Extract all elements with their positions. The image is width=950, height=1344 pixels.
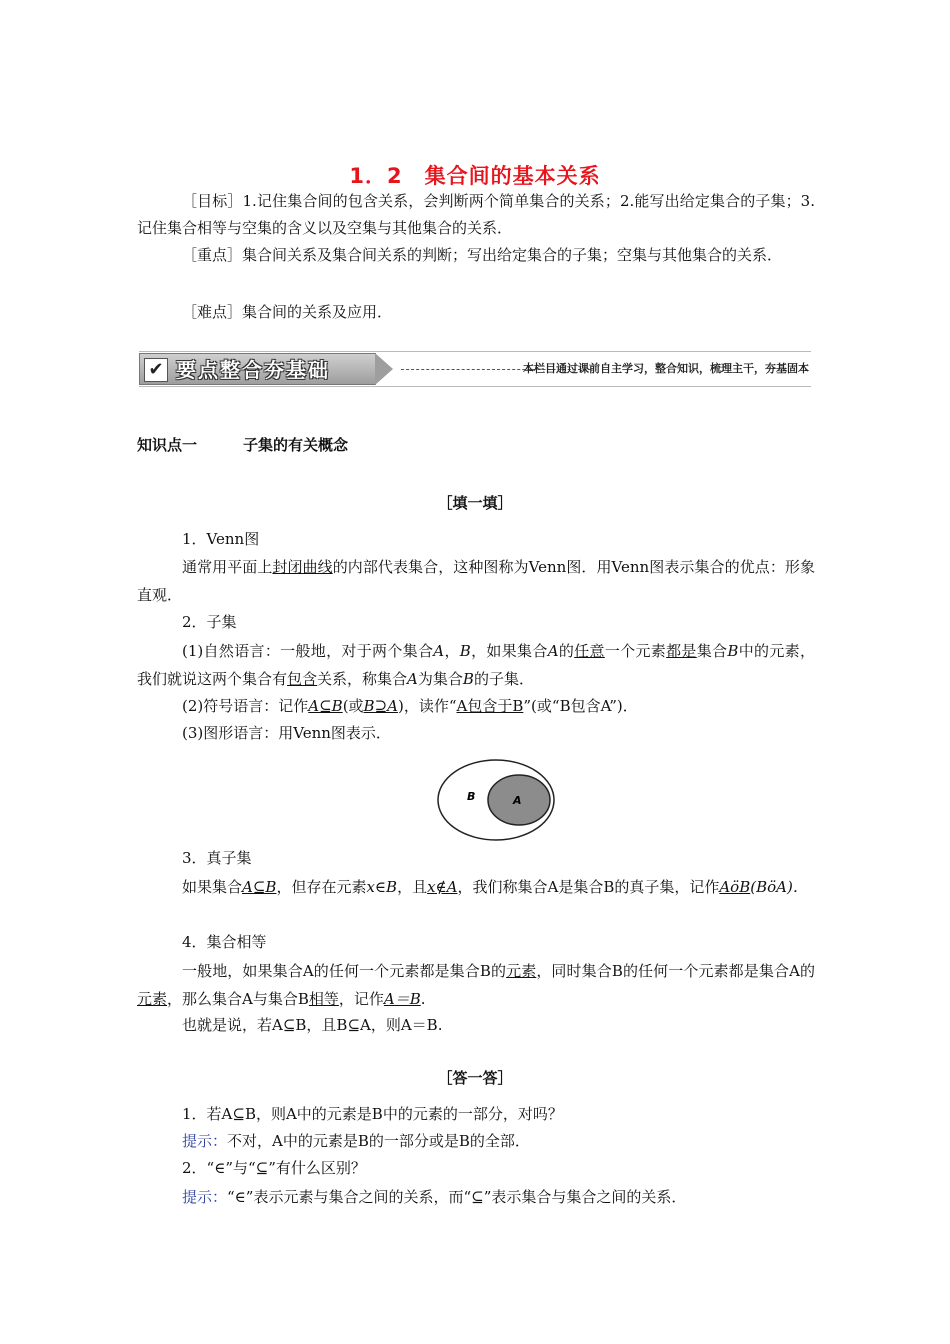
proper-heading: 3．真子集 [182,849,252,867]
venn-outer-label: B [467,790,476,803]
venn-diagram [436,758,558,842]
venn-heading: 1．Venn图 [182,530,260,548]
subset-heading: 2．子集 [182,613,237,631]
banner-bottom-rule [139,386,811,387]
hint-label: 提示： [182,1132,228,1150]
hint-label: 提示： [182,1188,228,1206]
banner-box [139,353,376,385]
answer-1: 提示：不对，A中的元素是B的一部分或是B的全部． [182,1132,530,1150]
proper-paragraph: 如果集合A⊆B，但存在元素x∈B，且x∉A，我们称集合A是集合B的真子集，记作AöB(BöA)． [182,878,808,896]
underlined-term: 封闭曲线 [272,558,333,576]
banner-top-rule [139,351,811,352]
equal-paragraph: 一般地，如果集合A的任何一个元素都是集合B的元素，同时集合B的任何一个元素都是集合A的元素，那么集合A与集合B相等，记作A＝B. [137,962,815,1008]
answer-heading: ［答一答］ [437,1069,513,1087]
question-1: 1．若A⊆B，则A中的元素是B中的元素的一部分，对吗？ [182,1105,563,1123]
subset-natural: (1)自然语言：一般地，对于两个集合A，B，如果集合A的任意一个元素都是集合B中的元素，我们就说这两个集合有包含关系，称集合A为集合B的子集． [137,642,815,688]
section-heading [137,434,348,455]
intro-goal: ［目标］1.记住集合间的包含关系，会判断两个简单集合的关系；2.能写出给定集合的子集；3.记住集合相等与空集的含义以及空集与其他集合的关系． [137,192,815,237]
question-2: 2．“∈”与“⊆”有什么区别？ [182,1159,366,1177]
banner-label: 要点整合夯基础 [176,358,330,382]
section-title: 子集的有关概念 [243,436,349,454]
equal-heading: 4．集合相等 [182,933,267,951]
section-label: 知识点一 [137,436,198,454]
banner-description: 本栏目通过课前自主学习，整合知识，梳理主干，夯基固本 [523,362,809,375]
intro-difficulty: ［难点］集合间的关系及应用． [182,303,393,321]
page-title: 1．2 集合间的基本关系 [349,164,601,188]
subset-graphic: (3)图形语言：用Venn图表示． [182,724,391,742]
fill-heading: ［填一填］ [437,494,513,512]
equal-conclusion: 也就是说，若A⊆B，且B⊆A，则A＝B. [182,1016,443,1034]
intro-key: ［重点］集合间关系及集合间关系的判断；写出给定集合的子集；空集与其他集合的关系． [182,246,783,264]
subset-symbol: (2)符号语言：记作A⊆B(或B⊇A)，读作“A包含于B”(或“B包含A”)． [182,697,638,715]
venn-paragraph: 通常用平面上封闭曲线的内部代表集合，这种图称为Venn图．用Venn图表示集合的优点：形象直观． [137,558,815,604]
venn-inner-label: A [513,794,522,807]
check-icon: ✔ [144,358,168,382]
answer-2: 提示：“∈”表示元素与集合之间的关系，而“⊆”表示集合与集合之间的关系． [182,1188,687,1206]
section-banner [139,351,811,387]
